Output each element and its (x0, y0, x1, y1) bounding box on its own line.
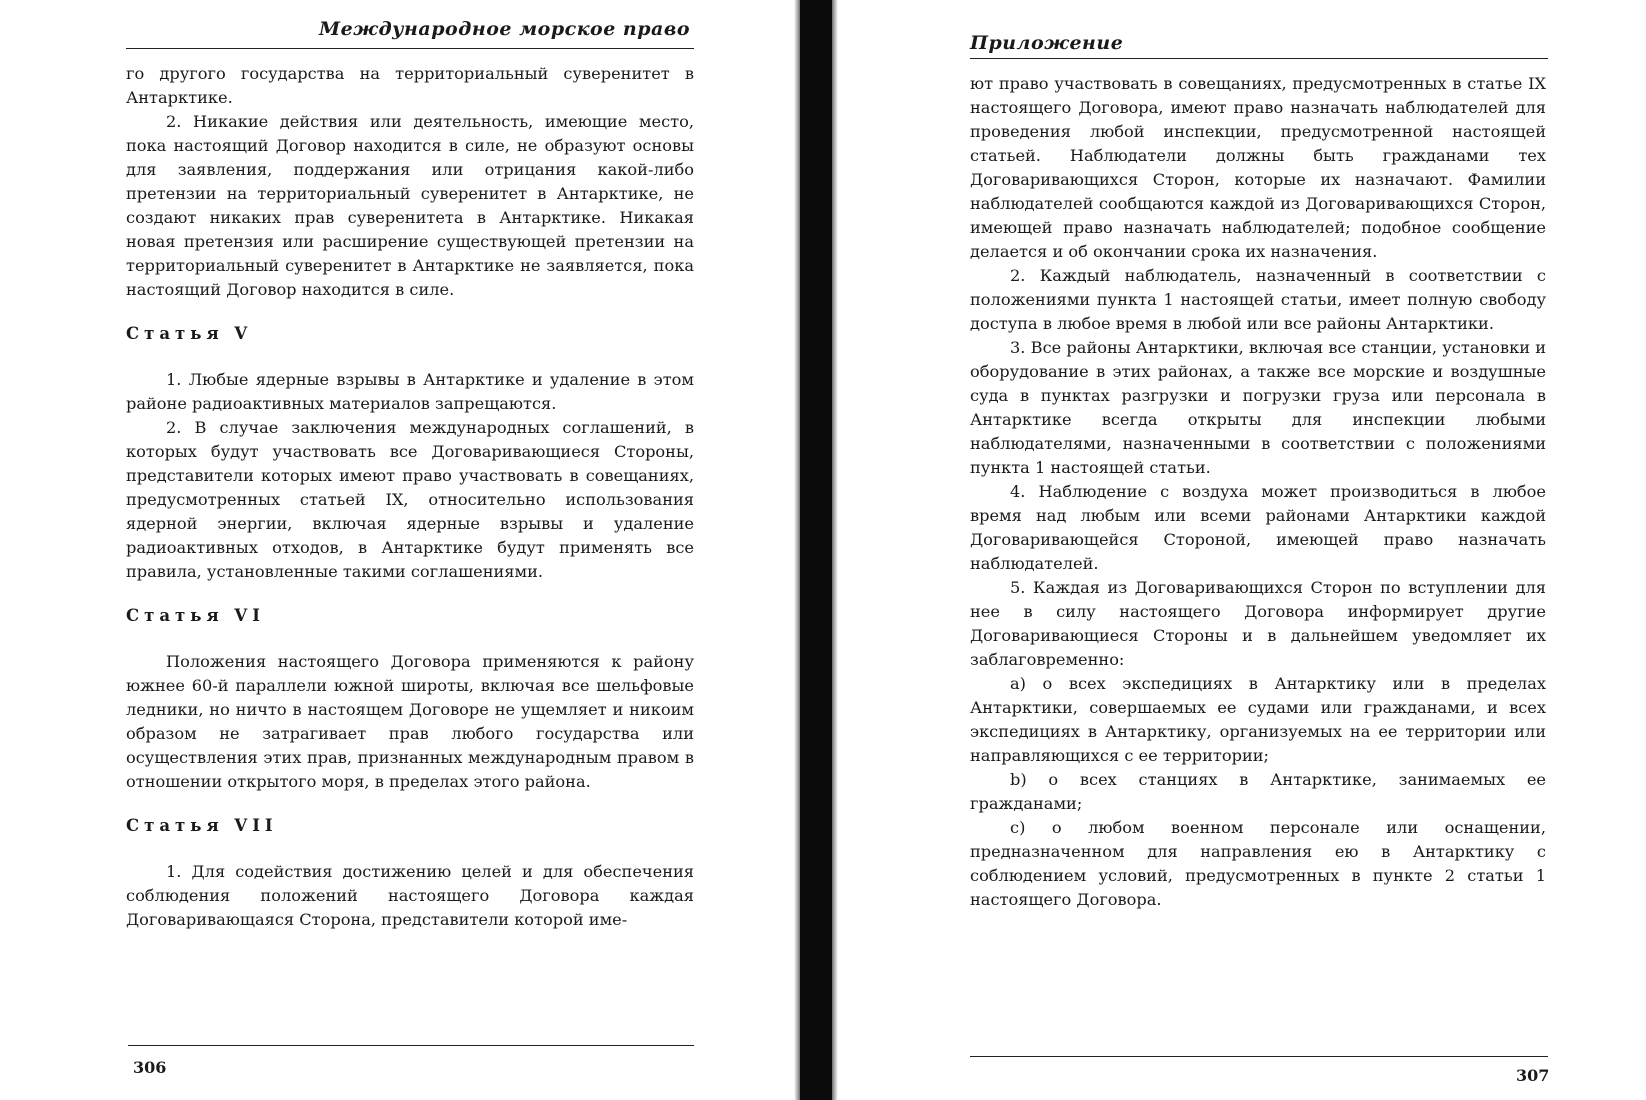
footer-rule-right (970, 1056, 1548, 1057)
page-number-right: 307 (1516, 1066, 1550, 1085)
paragraph: 1. Любые ядерные взрывы в Антарктике и удаление в этом районе радиоактивных материалов запрещаются. (126, 370, 694, 413)
paragraph: 4. Наблюдение с воздуха может производиться в любое время над любым или всеми районами Антарктики каждой Договаривающейся Стороной, имеющей право назначать наблюдателей. (970, 482, 1546, 573)
book-spine-shadow (800, 0, 832, 1100)
running-head-left: Международное морское право (319, 18, 690, 40)
right-page (832, 0, 1646, 1100)
header-rule-right (970, 58, 1548, 59)
paragraph: Положения настоящего Договора применяются к району южнее 60-й параллели южной широты, включая все шельфовые ледники, но ничто в настоящем Договоре не ущемляет и никоим образом не затрагивает прав любого государства или осуществления этих прав, признанных международным правом в отношении открытого моря, в пределах этого района. (126, 652, 694, 791)
header-rule-left (126, 48, 694, 49)
footer-rule-left (128, 1045, 694, 1046)
running-head-right: Приложение (970, 32, 1124, 54)
article-heading-vii: Статья VII (126, 816, 278, 835)
paragraph: 1. Для содействия достижению целей и для обеспечения соблюдения положений настоящего Договора каждая Договаривающаяся Сторона, представители которой име- (126, 862, 694, 929)
page-number-left: 306 (133, 1058, 167, 1077)
article-heading-vi: Статья VI (126, 606, 265, 625)
right-page-body (970, 72, 1546, 912)
list-item: b) о всех станциях в Антарктике, занимаемых ее гражданами; (970, 770, 1546, 813)
left-page (0, 0, 800, 1100)
paragraph: 2. Каждый наблюдатель, назначенный в соответствии с положениями пункта 1 настоящей статьи, имеет полную свободу доступа в любое время в любой или все районы Антарктики. (970, 266, 1546, 333)
list-item: a) о всех экспедициях в Антарктику или в пределах Антарктики, совершаемых ее судами или гражданами, и всех экспедициях в Антарктику, организуемых на ее территории или направляющихся с ее территории; (970, 674, 1546, 765)
list-item: c) о любом военном персонале или оснащении, предназначенном для направления ею в Антарктику с соблюдением условий, предусмотренных в пункте 2 статьи 1 настоящего Договора. (970, 818, 1546, 909)
left-page-body (126, 62, 694, 932)
paragraph: 2. В случае заключения международных соглашений, в которых будут участвовать все Договаривающиеся Стороны, представители которых имеют право участвовать в совещаниях, предусмотренных статьей IX, относительно использования ядерной энергии, включая ядерные взрывы и удаление радиоактивных отходов, в Антарктике будут применять все правила, установленные такими соглашениями. (126, 418, 694, 581)
paragraph: 5. Каждая из Договаривающихся Сторон по вступлении для нее в силу настоящего Договора информирует другие Договаривающиеся Стороны и в дальнейшем уведомляет их заблаговременно: (970, 578, 1546, 669)
paragraph: ют право участвовать в совещаниях, предусмотренных в статье IX настоящего Договора, имеют право назначать наблюдателей для проведения любой инспекции, предусмотренной настоящей статьей. Наблюдатели должны быть гражданами тех Договаривающихся Сторон, которые их назначают. Фамилии наблюдателей сообщаются каждой из Договаривающихся Сторон, имеющей право назначать наблюдателей; подобное сообщение делается и об окончании срока их назначения. (970, 74, 1546, 261)
article-heading-v: Статья V (126, 324, 253, 343)
paragraph: го другого государства на территориальный суверенитет в Антарктике. (126, 64, 694, 107)
paragraph: 2. Никакие действия или деятельность, имеющие место, пока настоящий Договор находится в силе, не образуют основы для заявления, поддержания или отрицания какой-либо претензии на территориальный суверенитет в Антарктике, не создают никаких прав суверенитета в Антарктике. Никакая новая претензия или расширение существующей претензии на территориальный суверенитет в Антарктике не заявляется, пока настоящий Договор находится в силе. (126, 112, 694, 299)
paragraph: 3. Все районы Антарктики, включая все станции, установки и оборудование в этих районах, а также все морские и воздушные суда в пунктах разгрузки и погрузки грузa или персонала в Антарктике всегда открыты для инспекции любыми наблюдателями, назначенными в соответствии с положениями пункта 1 настоящей статьи. (970, 338, 1546, 477)
